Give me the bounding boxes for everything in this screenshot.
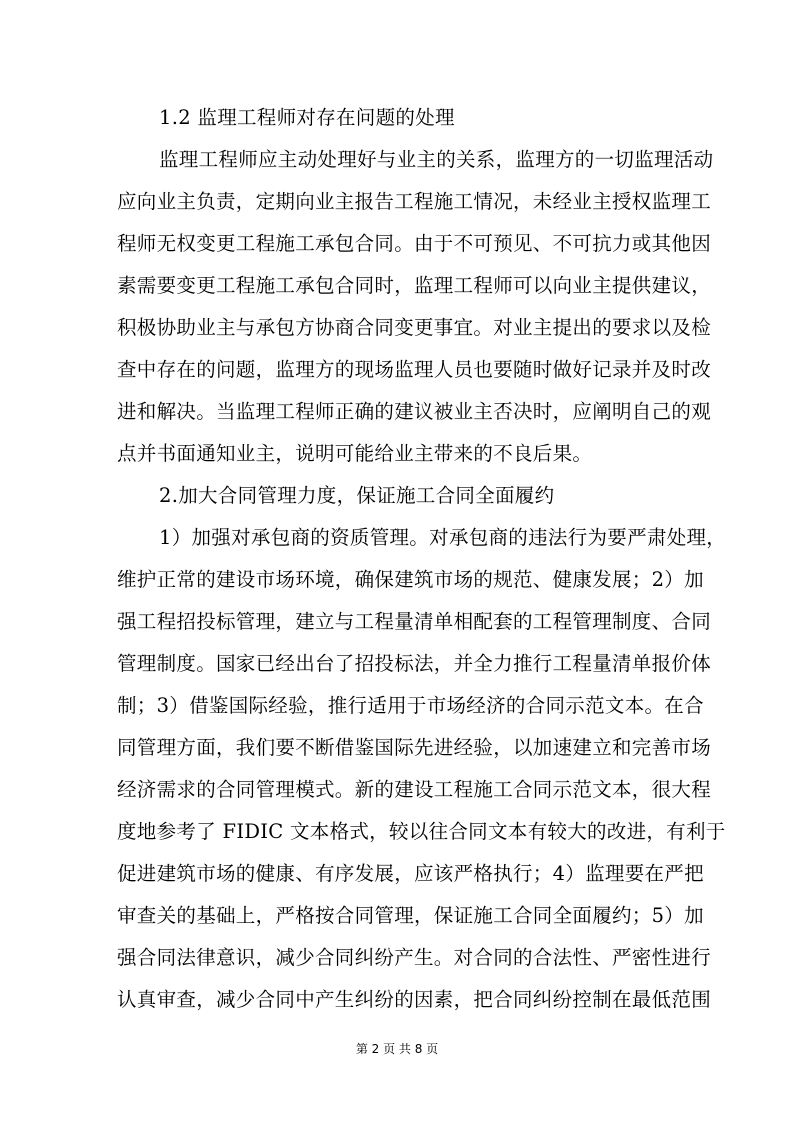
section-heading: 1.2 监理工程师对存在问题的处理 bbox=[159, 106, 455, 129]
page-number-footer: 第 2 页 共 8 页 bbox=[355, 1042, 439, 1056]
paragraph-line: 经济需求的合同管理模式。新的建设工程施工合同示范文本，很大程 bbox=[117, 778, 712, 801]
paragraph-line: 强合同法律意识，减少合同纠纷产生。对合同的合法性、严密性进行 bbox=[117, 946, 712, 969]
paragraph-line: 促进建筑市场的健康、有序发展，应该严格执行；4）监理要在严把 bbox=[117, 862, 704, 885]
paragraph-line: 强工程招投标管理，建立与工程量清单相配套的工程管理制度、合同 bbox=[117, 610, 712, 633]
paragraph-line: 认真审查，减少合同中产生纠纷的因素，把合同纠纷控制在最低范围 bbox=[117, 988, 712, 1011]
paragraph-line: 维护正常的建设市场环境，确保建筑市场的规范、健康发展；2）加 bbox=[117, 568, 704, 591]
paragraph-line: 监理工程师应主动处理好与业主的关系，监理方的一切监理活动 bbox=[159, 148, 714, 171]
paragraph-line: 审查关的基础上，严格按合同管理，保证施工合同全面履约；5）加 bbox=[117, 904, 704, 927]
paragraph-line: 程师无权变更工程施工承包合同。由于不可预见、不可抗力或其他因 bbox=[117, 232, 712, 255]
section-heading: 2.加大合同管理力度，保证施工合同全面履约 bbox=[159, 484, 555, 507]
paragraph-line: 素需要变更工程施工承包合同时，监理工程师可以向业主提供建议， bbox=[117, 274, 712, 297]
paragraph-line: 积极协助业主与承包方协商合同变更事宜。对业主提出的要求以及检 bbox=[117, 316, 712, 339]
paragraph-line: 应向业主负责，定期向业主报告工程施工情况，未经业主授权监理工 bbox=[117, 190, 712, 213]
paragraph-line: 点并书面通知业主，说明可能给业主带来的不良后果。 bbox=[117, 442, 593, 465]
paragraph-line: 进和解决。当监理工程师正确的建议被业主否决时，应阐明自己的观 bbox=[117, 400, 712, 423]
paragraph-line: 查中存在的问题，监理方的现场监理人员也要随时做好记录并及时改 bbox=[117, 358, 712, 381]
paragraph-line: 制；3）借鉴国际经验，推行适用于市场经济的合同示范文本。在合 bbox=[117, 694, 704, 717]
paragraph-line: 管理制度。国家已经出台了招投标法，并全力推行工程量清单报价体 bbox=[117, 652, 712, 675]
paragraph-line: 同管理方面，我们要不断借鉴国际先进经验，以加速建立和完善市场 bbox=[117, 736, 712, 759]
paragraph-line: 1）加强对承包商的资质管理。对承包商的违法行为要严肃处理， bbox=[159, 526, 727, 549]
paragraph-line: 度地参考了 FIDIC 文本格式，较以往合同文本有较大的改进，有利于 bbox=[117, 820, 726, 843]
